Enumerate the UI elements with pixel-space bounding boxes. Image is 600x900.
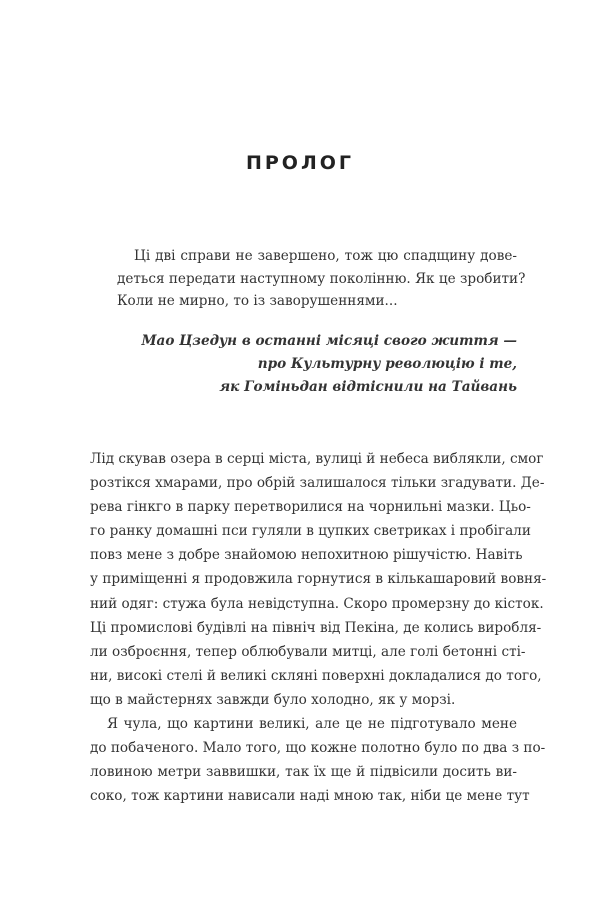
attribution-line: Мао Цзедун в останні місяці свого життя — (141, 333, 517, 349)
body-line: що в майстернях завжди було холодно, як у морзі. (90, 691, 456, 708)
body-line: Ці промислові будівлі на північ від Пекіна, де колись виробля- (90, 619, 542, 636)
body-text (90, 447, 547, 808)
body-line: розтікся хмарами, про обрій залишалося тільки згадувати. Де- (90, 475, 545, 492)
body-line: Я чула, що картини великі, але це не підготувало мене (107, 716, 517, 733)
body-line: ли озброєння, тепер облюбували митці, але голі бетонні сті- (90, 643, 526, 660)
body-line: Лід скував озера в серці міста, вулиці й небеса виблякли, смог (90, 451, 544, 467)
body-line: повз мене з добре знайомою непохитною рішучістю. Навіть (90, 547, 523, 564)
epigraph-attribution (117, 330, 517, 399)
paragraph-2 (90, 712, 546, 808)
body-line: го ранку домашні пси гуляли в цупких светриках і пробігали (90, 523, 531, 540)
body-line: рева гінкго в парку перетворилися на чорнильні мазки. Цьо- (90, 499, 531, 516)
epigraph-line: деться передати наступному поколінню. Як це зробити? (117, 270, 526, 287)
paragraph-1 (90, 447, 547, 712)
body-line: соко, тож картини нависали наді мною так, ніби це мене тут (90, 788, 530, 805)
epigraph-line: Ці дві справи не завершено, тож цю спадщину дове- (134, 248, 517, 264)
epigraph-line: Коли не мирно, то із заворушеннями... (117, 293, 398, 309)
epigraph (117, 245, 526, 313)
chapter-title: ПРОЛОГ (245, 152, 355, 174)
attribution-line: про Культурну революцію і те, (257, 356, 517, 372)
body-line: ний одяг: стужа була невідступна. Скоро промерзну до кісток. (90, 595, 544, 612)
body-line: до побаченого. Мало того, що кожне полотно було по два з по- (90, 740, 546, 757)
body-line: у приміщенні я продовжила горнутися в кількашаровий вовня- (90, 571, 547, 588)
attribution-line: як Гоміньдан відтіснили на Тайвань (219, 379, 517, 395)
body-line: ни, високі стелі й великі скляні поверхні докладалися до того, (90, 667, 542, 684)
body-line: ловиною метри заввишки, так їх ще й підвісили досить ви- (90, 764, 517, 781)
